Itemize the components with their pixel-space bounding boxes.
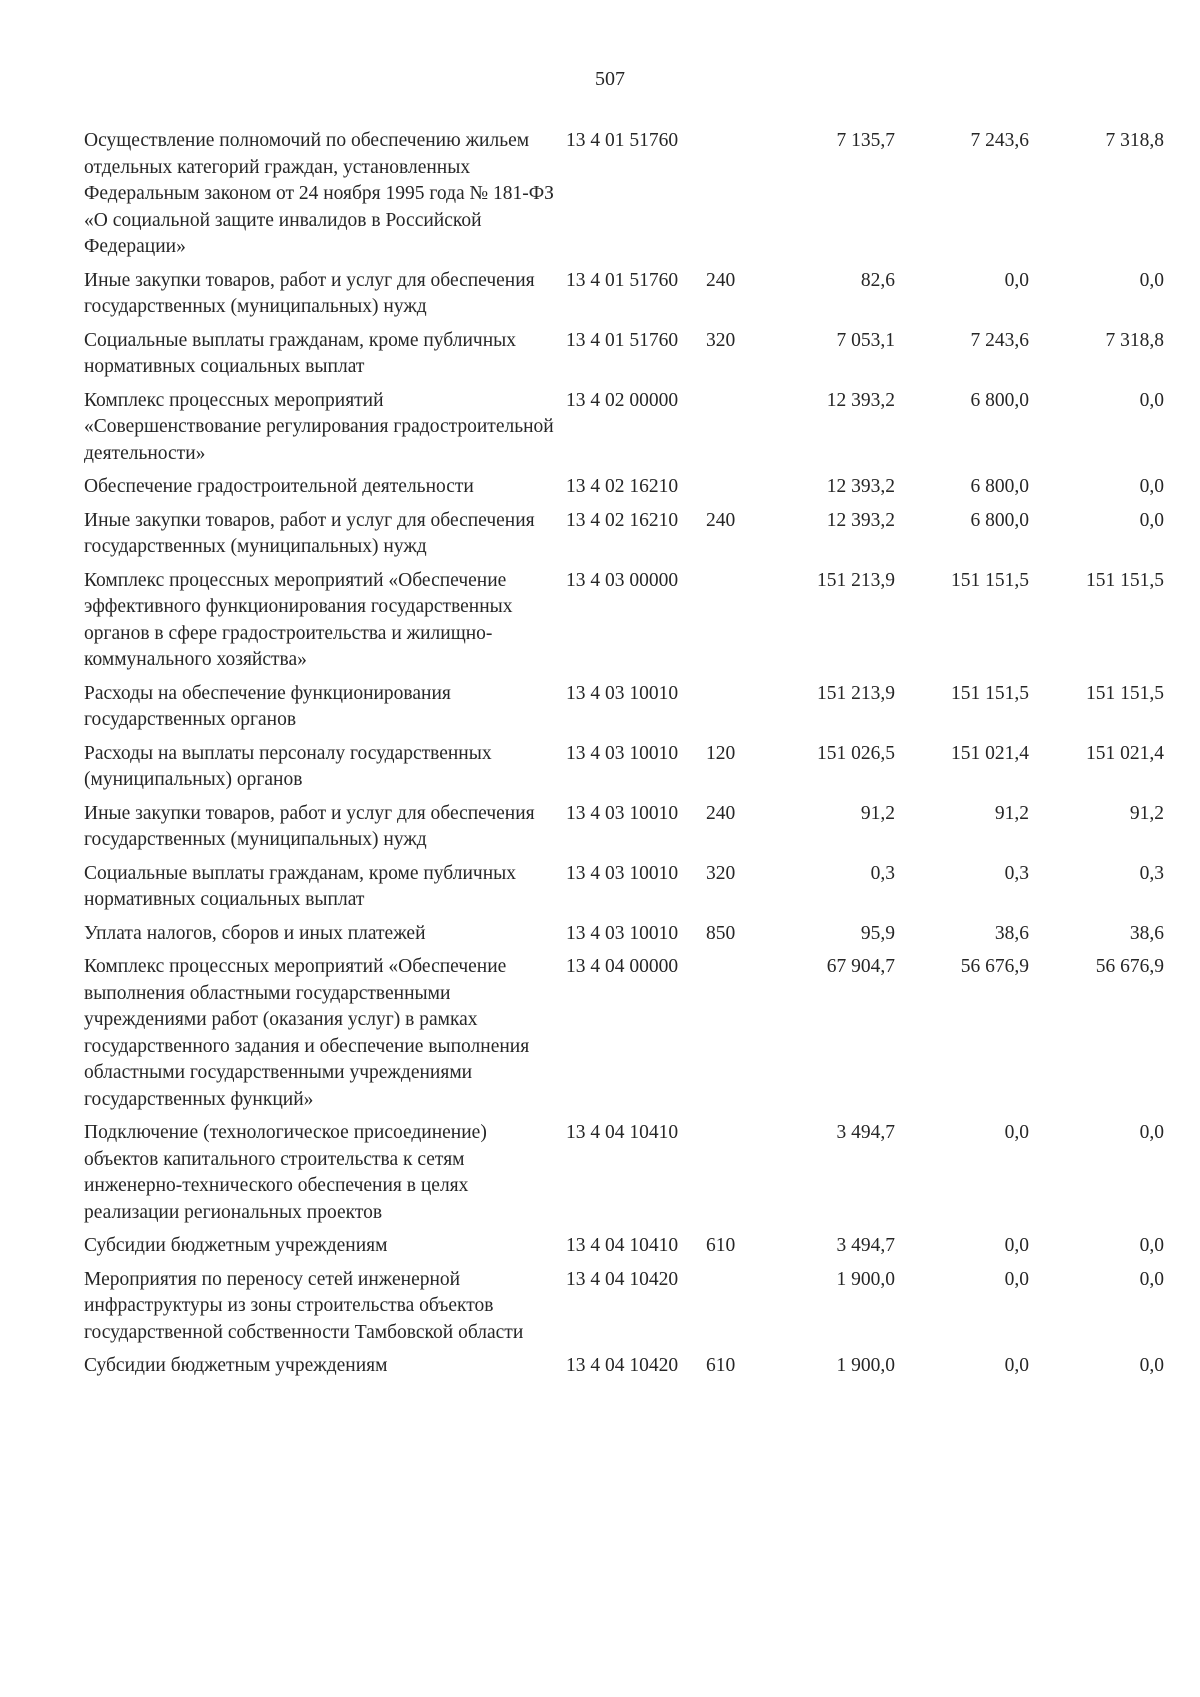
row-value-year2-cell: 6 800,0 (970, 509, 1029, 531)
row-name-cell: Субсидии бюджетным учреждениям (84, 1355, 388, 1376)
row-value-year3-cell: 0,0 (1139, 476, 1164, 497)
row-code-cell: 13 4 04 10410 (566, 1122, 679, 1143)
row-code-cell: 13 4 03 10010 (566, 802, 679, 824)
row-expense-type-cell: 610 (706, 1235, 736, 1256)
row-code-cell: 13 4 02 16210 (566, 476, 679, 497)
row-expense-type-cell (706, 681, 756, 741)
row-value-year2-cell: 38,6 (994, 922, 1029, 944)
row-value-year2-cell: 6 800,0 (970, 476, 1029, 497)
row-value-year3-cell: 38,6 (1129, 922, 1164, 944)
row-expense-type-cell (706, 954, 756, 1120)
row-expense-type-cell: 850 (706, 922, 736, 944)
row-value-year2-cell: 151 151,5 (951, 682, 1029, 704)
row-value-year1-cell: 12 393,2 (826, 389, 895, 411)
table-row (84, 1267, 1164, 1354)
row-name-cell: Подключение (технологическое присоединение) объектов капитального строительства к сетям инженерно-технического обеспечения в целях реализации региональных проектов (84, 1122, 487, 1223)
row-value-year2-cell: 0,0 (1004, 1235, 1029, 1256)
row-name-cell: Комплекс процессных мероприятий «Обеспечение выполнения областными государственными учреждениями работ (оказания услуг) в рамках государственного задания и обеспечение выполнения областными государственными учреждениями государственных функций» (84, 956, 530, 1110)
row-expense-type-cell (706, 474, 756, 508)
row-expense-type-cell: 240 (706, 269, 736, 291)
row-value-year1-cell: 7 053,1 (836, 329, 895, 351)
row-value-year3-cell: 0,0 (1139, 1268, 1164, 1290)
table-row (84, 681, 1164, 741)
row-value-year2-cell: 0,3 (1004, 862, 1029, 884)
row-code-cell: 13 4 04 10420 (566, 1355, 679, 1376)
table-row (84, 388, 1164, 475)
row-name-cell: Иные закупки товаров, работ и услуг для обеспечения государственных (муниципальных) нужд (84, 509, 535, 557)
table-row (84, 1120, 1164, 1233)
row-name-cell: Социальные выплаты гражданам, кроме публичных нормативных социальных выплат (84, 329, 516, 377)
row-expense-type-cell: 240 (706, 802, 736, 824)
row-value-year3-cell: 0,0 (1139, 1355, 1164, 1376)
page-number: 507 (595, 68, 625, 90)
row-name-cell: Социальные выплаты гражданам, кроме публичных нормативных социальных выплат (84, 862, 516, 910)
row-code-cell: 13 4 03 10010 (566, 742, 679, 764)
row-value-year1-cell: 7 135,7 (836, 130, 895, 151)
table-row (84, 474, 1164, 508)
row-code-cell: 13 4 03 10010 (566, 682, 679, 704)
row-value-year1-cell: 1 900,0 (836, 1355, 895, 1376)
row-expense-type-cell (706, 568, 756, 681)
row-value-year1-cell: 151 026,5 (817, 742, 895, 764)
row-name-cell: Иные закупки товаров, работ и услуг для обеспечения государственных (муниципальных) нужд (84, 269, 535, 317)
row-value-year3-cell: 0,0 (1139, 389, 1164, 411)
row-name-cell: Расходы на выплаты персоналу государственных (муниципальных) органов (84, 742, 492, 790)
row-code-cell: 13 4 01 51760 (566, 269, 679, 291)
row-expense-type-cell (706, 1120, 756, 1233)
row-value-year3-cell: 151 151,5 (1086, 682, 1164, 704)
budget-table (84, 128, 1164, 1387)
row-value-year2-cell: 0,0 (1004, 1122, 1029, 1143)
row-value-year1-cell: 12 393,2 (826, 476, 895, 497)
table-row (84, 128, 1164, 268)
row-value-year1-cell: 91,2 (860, 802, 895, 824)
row-value-year2-cell: 7 243,6 (970, 329, 1029, 351)
row-value-year3-cell: 91,2 (1129, 802, 1164, 824)
row-value-year2-cell: 56 676,9 (960, 956, 1029, 977)
table-row (84, 268, 1164, 328)
row-code-cell: 13 4 03 10010 (566, 862, 679, 884)
row-code-cell: 13 4 01 51760 (566, 130, 679, 151)
table-row (84, 1233, 1164, 1267)
table-row (84, 508, 1164, 568)
row-value-year3-cell: 7 318,8 (1105, 329, 1164, 351)
row-expense-type-cell: 320 (706, 329, 736, 351)
row-expense-type-cell: 240 (706, 509, 736, 531)
table-row (84, 954, 1164, 1120)
row-code-cell: 13 4 04 10420 (566, 1268, 679, 1290)
row-name-cell: Уплата налогов, сборов и иных платежей (84, 922, 426, 944)
row-value-year3-cell: 151 021,4 (1086, 742, 1164, 764)
row-value-year1-cell: 151 213,9 (817, 682, 895, 704)
row-value-year1-cell: 0,3 (870, 862, 895, 884)
row-value-year3-cell: 56 676,9 (1095, 956, 1164, 977)
row-name-cell: Мероприятия по переносу сетей инженерной инфраструктуры из зоны строительства объектов государственной собственности Тамбовской области (84, 1268, 524, 1343)
row-code-cell: 13 4 02 00000 (566, 389, 679, 411)
row-code-cell: 13 4 03 00000 (566, 569, 679, 591)
row-name-cell: Комплекс процессных мероприятий «Обеспечение эффективного функционирования государственных органов в сфере градостроительства и жилищно-коммунального хозяйства» (84, 569, 513, 670)
row-value-year2-cell: 6 800,0 (970, 389, 1029, 411)
row-value-year2-cell: 0,0 (1004, 1355, 1029, 1376)
row-value-year1-cell: 151 213,9 (817, 569, 895, 591)
row-code-cell: 13 4 03 10010 (566, 922, 679, 944)
row-value-year2-cell: 151 151,5 (951, 569, 1029, 591)
row-expense-type-cell: 120 (706, 742, 736, 764)
row-expense-type-cell: 610 (706, 1355, 736, 1376)
row-value-year1-cell: 67 904,7 (826, 956, 895, 977)
row-value-year1-cell: 82,6 (860, 269, 895, 291)
table-row (84, 921, 1164, 955)
row-expense-type-cell (706, 388, 756, 475)
row-expense-type-cell (706, 1267, 756, 1354)
row-value-year1-cell: 3 494,7 (836, 1235, 895, 1256)
row-name-cell: Субсидии бюджетным учреждениям (84, 1235, 388, 1256)
row-code-cell: 13 4 04 10410 (566, 1235, 679, 1256)
row-value-year3-cell: 7 318,8 (1105, 130, 1164, 151)
row-code-cell: 13 4 04 00000 (566, 956, 679, 977)
row-value-year2-cell: 0,0 (1004, 1268, 1029, 1290)
row-value-year2-cell: 7 243,6 (970, 130, 1029, 151)
row-value-year3-cell: 0,0 (1139, 509, 1164, 531)
row-value-year2-cell: 91,2 (994, 802, 1029, 824)
row-value-year3-cell: 151 151,5 (1086, 569, 1164, 591)
row-value-year2-cell: 151 021,4 (951, 742, 1029, 764)
row-expense-type-cell: 320 (706, 862, 736, 884)
row-name-cell: Расходы на обеспечение функционирования государственных органов (84, 682, 451, 730)
row-value-year3-cell: 0,0 (1139, 269, 1164, 291)
table-row (84, 328, 1164, 388)
row-value-year1-cell: 95,9 (860, 922, 895, 944)
row-value-year1-cell: 1 900,0 (836, 1268, 895, 1290)
row-name-cell: Осуществление полномочий по обеспечению жильем отдельных категорий граждан, установленных Федеральным законом от 24 ноября 1995 года № 181-ФЗ «О социальной защите инвалидов в Российской Федерации» (84, 130, 554, 257)
row-code-cell: 13 4 02 16210 (566, 509, 679, 531)
row-value-year1-cell: 3 494,7 (836, 1122, 895, 1143)
row-expense-type-cell (706, 128, 756, 268)
row-name-cell: Обеспечение градостроительной деятельности (84, 476, 474, 497)
row-name-cell: Иные закупки товаров, работ и услуг для обеспечения государственных (муниципальных) нужд (84, 802, 535, 850)
row-value-year1-cell: 12 393,2 (826, 509, 895, 531)
table-row (84, 861, 1164, 921)
row-code-cell: 13 4 01 51760 (566, 329, 679, 351)
row-value-year3-cell: 0,0 (1139, 1235, 1164, 1256)
row-value-year3-cell: 0,3 (1139, 862, 1164, 884)
row-name-cell: Комплекс процессных мероприятий «Совершенствование регулирования градостроительной деятельности» (84, 389, 554, 464)
row-value-year3-cell: 0,0 (1139, 1122, 1164, 1143)
row-value-year2-cell: 0,0 (1004, 269, 1029, 291)
table-row (84, 568, 1164, 681)
table-row (84, 741, 1164, 801)
table-row (84, 1353, 1164, 1387)
table-row (84, 801, 1164, 861)
